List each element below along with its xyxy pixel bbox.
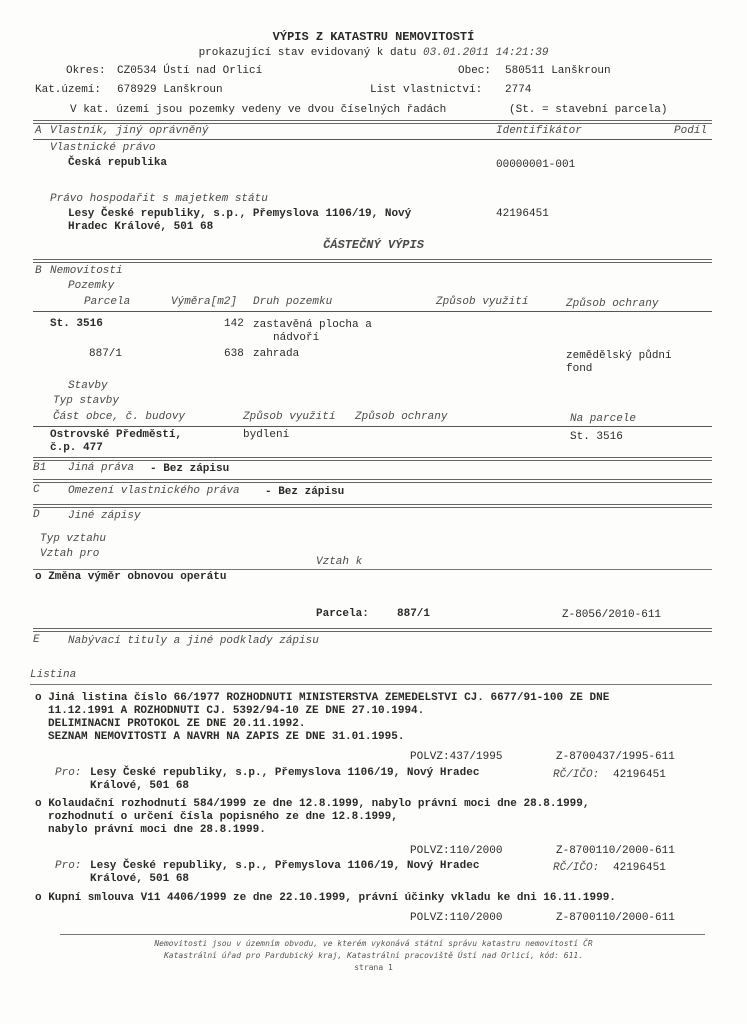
kat-uzemi-label: Kat.území: — [35, 84, 102, 96]
col-parcela: Parcela — [84, 296, 131, 308]
building-parcel: St. 3516 — [570, 431, 623, 443]
section-b-letter: B — [35, 265, 42, 277]
typ-stavby-label: Typ stavby — [53, 395, 120, 407]
doc-1-pro-line1: Lesy České republiky, s.p., Přemyslova 1106/19, Nový Hradec — [90, 767, 480, 779]
obec-label: Obec: — [458, 65, 492, 77]
doc-3-z-number: Z-8700110/2000-611 — [556, 912, 675, 924]
parcel-1-type-line2: nádvoří — [273, 332, 320, 344]
list-vlastnictvi-label: List vlastnictví: — [370, 84, 483, 96]
doc-2-line1: o Kolaudační rozhodnutí 584/1999 ze dne 12.8.1999, nabylo právní moci dne 28.8.1999, — [35, 798, 590, 810]
doc-2-line2: rozhodnutí o určení čísla popisného ze dne 12.8.1999, — [48, 811, 398, 823]
okres-label: Okres: — [66, 65, 106, 77]
parcel-2-area: 638 — [224, 348, 244, 360]
partial-extract-heading: ČÁSTEČNÝ VÝPIS — [323, 238, 424, 252]
stavby-header-rule — [33, 426, 712, 427]
doc-2-polvz: POLVZ:110/2000 — [410, 845, 503, 857]
subtitle-prefix: prokazující stav evidovaný k datu — [198, 47, 417, 59]
doc-2-rc-value: 42196451 — [613, 862, 666, 874]
vztah-pro-label: Vztah pro — [40, 548, 100, 560]
section-a-header-rule — [33, 139, 712, 140]
col-identifikator: Identifikátor — [496, 125, 582, 137]
section-d-title: Jiné zápisy — [68, 510, 141, 522]
vlastnicke-pravo-label: Vlastnické právo — [50, 142, 156, 154]
numbering-note-legend: (St. = stavební parcela) — [509, 104, 668, 116]
kat-uzemi-value: 678929 Lanškroun — [117, 84, 223, 96]
area-change-reference: Z-8056/2010-611 — [562, 609, 662, 621]
col-vymera: Výměra[m2] — [171, 296, 238, 308]
doc-1-line2: 11.12.1991 A ROZHODNUTI CJ. 5392/94-10 ZE DNE 27.10.1994. — [48, 705, 425, 717]
section-b1-value: - Bez zápisu — [150, 463, 230, 475]
listina-rule — [30, 684, 712, 685]
section-c-letter: C — [33, 484, 40, 496]
subtitle-date: 03.01.2011 14:21:39 — [423, 47, 549, 59]
parcel-1-number: St. 3516 — [50, 318, 103, 330]
section-b1-top-rule — [33, 457, 712, 461]
doc-2-rc-label: RČ/IČO: — [553, 862, 600, 874]
area-change-parcel-label: Parcela: — [316, 608, 369, 620]
section-e-top-rule — [33, 628, 712, 632]
page-number: strana 1 — [354, 963, 393, 972]
col-zpusob-ochrany: Způsob ochrany — [566, 298, 659, 310]
section-b1-letter: B1 — [33, 462, 47, 474]
parcel-2-protection-line2: fond — [566, 363, 593, 375]
parcel-2-protection-line1: zemědělský půdní — [566, 350, 672, 362]
parcel-2-number: 887/1 — [89, 348, 123, 360]
pozemky-header-rule — [33, 311, 712, 312]
numbering-note: V kat. území jsou pozemky vedeny ve dvou číselných řadách — [70, 104, 447, 116]
doc-1-rc-label: RČ/IČO: — [553, 769, 600, 781]
doc-2-pro-label: Pro: — [55, 860, 82, 872]
area-change-item: o Změna výměr obnovou operátu — [35, 571, 227, 583]
section-b-title: Nemovitosti — [50, 265, 123, 277]
section-a-letter: A — [35, 125, 42, 137]
obec-value: 580511 Lanškroun — [505, 65, 611, 77]
doc-1-pro-label: Pro: — [55, 767, 82, 779]
doc-1-z-number: Z-8700437/1995-611 — [556, 751, 675, 763]
doc-3-line1: o Kupní smlouva V11 4406/1999 ze dne 22.10.1999, právní účinky vkladu ke dni 16.11.1999. — [35, 892, 616, 904]
section-b-top-rule — [33, 259, 712, 263]
list-vlastnictvi-value: 2774 — [505, 84, 532, 96]
doc-1-line1: o Jiná listina číslo 66/1977 ROZHODNUTI MINISTERSTVA ZEMEDELSTVI CJ. 6677/91-100 ZE DNE — [35, 692, 610, 704]
col-cast-obce: Část obce, č. budovy — [53, 411, 186, 423]
doc-1-line4: SEZNAM NEMOVITOSTI A NAVRH NA ZAPIS ZE DNE 31.01.1995. — [48, 731, 405, 743]
building-part-line1: Ostrovské Předměstí, — [50, 429, 183, 441]
area-change-parcel-value: 887/1 — [397, 608, 431, 620]
col-building-ochrana: Způsob ochrany — [355, 411, 448, 423]
owner-2-line2: Hradec Králové, 501 68 — [68, 221, 214, 233]
section-d-letter: D — [33, 509, 40, 521]
doc-2-z-number: Z-8700110/2000-611 — [556, 845, 675, 857]
doc-2-pro-line1: Lesy České republiky, s.p., Přemyslova 1106/19, Nový Hradec — [90, 860, 480, 872]
pravo-hospodarit-label: Právo hospodařit s majetkem státu — [50, 193, 268, 205]
building-part-line2: č.p. 477 — [50, 442, 103, 454]
doc-1-polvz: POLVZ:437/1995 — [410, 751, 503, 763]
parcel-1-area: 142 — [224, 318, 244, 330]
section-c-title: Omezení vlastnického práva — [68, 485, 240, 497]
section-e-letter: E — [33, 634, 40, 646]
listina-label: Listina — [30, 669, 77, 681]
parcel-2-type: zahrada — [253, 348, 300, 360]
owner-1-identifier: 00000001-001 — [496, 159, 576, 171]
vztah-k-label: Vztah k — [316, 556, 363, 568]
col-na-parcele: Na parcele — [570, 413, 637, 425]
parcel-1-type-line1: zastavěná plocha a — [253, 319, 372, 331]
owner-2-identifier: 42196451 — [496, 208, 549, 220]
col-zpusob-vyuziti: Způsob využití — [436, 296, 529, 308]
doc-1-rc-value: 42196451 — [613, 769, 666, 781]
section-c-value: - Bez zápisu — [265, 486, 345, 498]
col-druh-pozemku: Druh pozemku — [253, 296, 333, 308]
doc-2-line3: nabylo právní moci dne 28.8.1999. — [48, 824, 266, 836]
section-d-top-rule — [33, 504, 712, 508]
stavby-label: Stavby — [68, 380, 108, 392]
section-a-top-rule — [33, 120, 712, 124]
document-title: VÝPIS Z KATASTRU NEMOVITOSTÍ — [272, 30, 475, 44]
section-a-title: Vlastník, jiný oprávněný — [50, 125, 209, 137]
section-b1-title: Jiná práva — [68, 462, 135, 474]
doc-2-pro-line2: Králové, 501 68 — [90, 873, 190, 885]
document-subtitle — [0, 47, 747, 60]
owner-2-line1: Lesy České republiky, s.p., Přemyslova 1106/19, Nový — [68, 208, 412, 220]
owner-1-name: Česká republika — [68, 157, 168, 169]
col-podil: Podíl — [674, 125, 708, 137]
section-d-header-rule — [33, 569, 712, 570]
doc-1-line3: DELIMINACNI PROTOKOL ZE DNE 20.11.1992. — [48, 718, 306, 730]
footer-rule — [60, 934, 705, 935]
doc-1-pro-line2: Králové, 501 68 — [90, 780, 190, 792]
building-usage: bydlení — [243, 429, 290, 441]
footer-line1: Nemovitosti jsou v územním obvodu, ve kterém vykonává státní správu katastru nemovitostí ČR — [154, 939, 593, 948]
doc-3-polvz: POLVZ:110/2000 — [410, 912, 503, 924]
section-e-title: Nabývací tituly a jiné podklady zápisu — [68, 635, 319, 647]
col-building-vyuziti: Způsob využití — [243, 411, 336, 423]
pozemky-label: Pozemky — [68, 280, 115, 292]
typ-vztahu-label: Typ vztahu — [40, 533, 107, 545]
section-c-top-rule — [33, 479, 712, 483]
footer-line2: Katastrální úřad pro Pardubický kraj, Katastrální pracoviště Ústí nad Orlicí, kód: 611. — [163, 951, 584, 960]
okres-value: CZ0534 Ústí nad Orlicí — [117, 65, 263, 77]
